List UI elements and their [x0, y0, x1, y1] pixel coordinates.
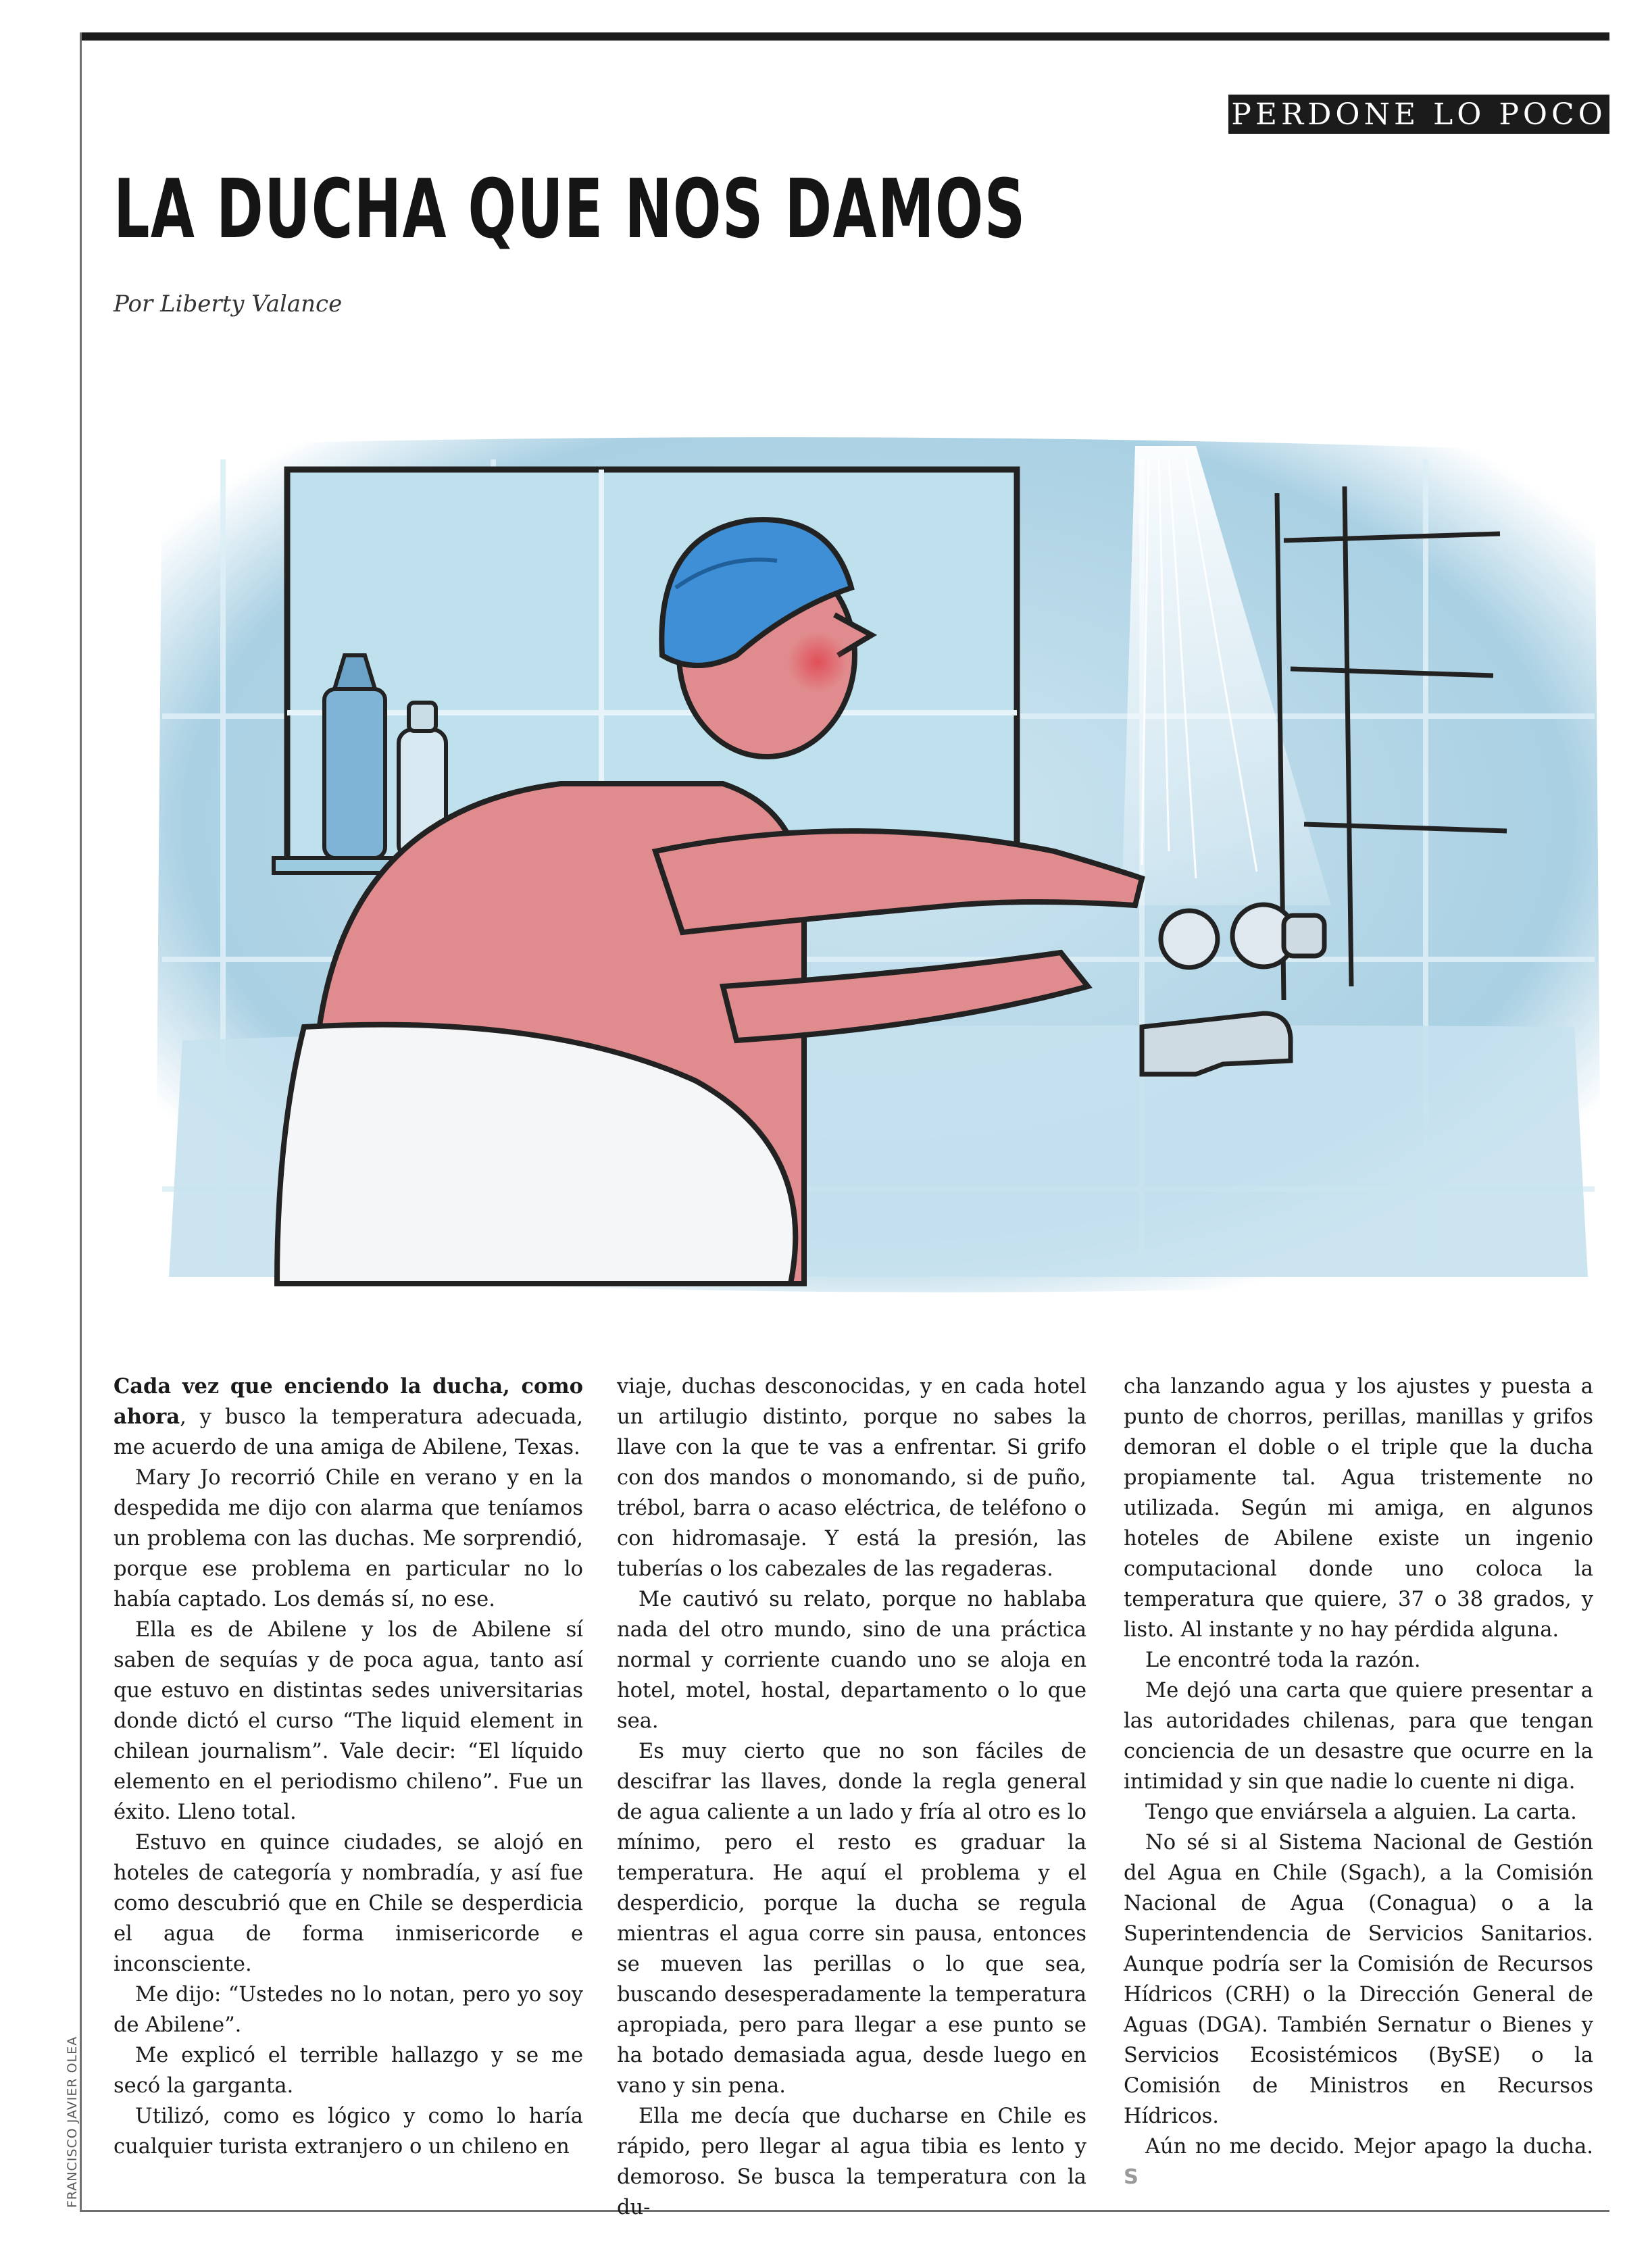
paragraph: Me cautivó su relato, porque no hablaba nada del otro mundo, sino de una práctica normal y corriente cuando uno se aloja en hotel, motel, hostal, departamento o lo que sea.	[617, 1588, 1086, 1733]
paragraph-continued: cha lanzando agua y los ajustes y puesta a punto de chorros, perillas, manillas y grifos demoran el doble o el triple que la ducha propiamente tal. Agua tristemente no utilizada. Según mi amiga, en algunos hoteles de Abilene existe un ingenio computacional donde uno coloca la temperatura que quiere, 37 o 38 grados, y listo. Al instante y no hay pérdida alguna.	[1124, 1375, 1593, 1642]
paragraph: Ella me decía que ducharse en Chile es rápido, pero llegar al agua tibia es lento y demoroso. Se busca la temperatura con la du-	[617, 2105, 1086, 2219]
paragraph: Mary Jo recorrió Chile en verano y en la despedida me dijo con alarma que teníamos un problema con las duchas. Me sorprendió, porque ese problema en particular no lo había captado. Los demás sí, no ese.	[114, 1466, 583, 1611]
headline: LA DUCHA QUE NOS DAMOS	[114, 163, 1026, 257]
paragraph-continued: viaje, duchas desconocidas, y en cada hotel un artilugio distinto, porque no sabes la llave con la que te vas a enfrentar. Si grifo con dos mandos o monomando, si de puño, trébol, barra o acaso eléctrica, de teléfono o con hidromasaje. Y está la presión, las tuberías o los cabezales de las regaderas.	[617, 1375, 1086, 1581]
closing-paragraph	[1124, 2132, 1593, 2192]
illustration-credit: FRANCISCO JAVIER OLEA	[65, 2036, 80, 2208]
byline: Por Liberty Valance	[114, 291, 343, 318]
paragraph: Me dijo: “Ustedes no lo notan, pero yo soy de Abilene”.	[114, 1983, 583, 2037]
lead-paragraph	[114, 1371, 583, 1463]
shower-illustration	[142, 432, 1625, 1358]
top-rule	[80, 32, 1609, 41]
left-margin-rule	[80, 32, 82, 2211]
lead-rest: , y busco la temperatura adecuada, me acuerdo de una amiga de Abilene, Texas.	[114, 1405, 583, 1459]
paragraph: Es muy cierto que no son fáciles de descifrar las llaves, donde la regla general de agua caliente a un lado y fría al otro es lo mínimo, pero el resto es graduar la temperatura. He aquí el problema y el desperdicio, porque la ducha se regula mientras el agua corre sin pausa, entonces se mueven las perillas o lo que sea, buscando desesperadamente la temperatura apropiada, pero para llegar a ese punto se ha botado demasiada agua, desde luego en vano y sin pena.	[617, 1740, 1086, 2098]
paragraph: Tengo que enviársela a alguien. La carta.	[1145, 1800, 1577, 1824]
end-mark: S	[1124, 2165, 1139, 2189]
paragraph: No sé si al Sistema Nacional de Gestión del Agua en Chile (Sgach), a la Comisión Nacional de Agua (Conagua) o a la Superintendencia de Servicios Sanitarios. Aunque podría ser la Comisión de Recursos Hídricos (CRH) o la Dirección General de Aguas (DGA). También Sernatur o Bienes y Servicios Ecosistémicos (BySE) o la Comisión de Ministros en Recursos Hídricos.	[1124, 1831, 1593, 2128]
article-column-3	[1124, 1371, 1593, 2202]
lead-bold: Cada vez que enciendo la ducha, como ahora	[114, 1374, 583, 1429]
paragraph: Le encontré toda la razón.	[1145, 1648, 1421, 1672]
paragraph: Utilizó, como es lógico y como lo haría cualquier turista extranjero o un chileno en	[114, 2105, 583, 2159]
article-column-2	[617, 1371, 1086, 2219]
closing-text: Aún no me decido. Mejor apago la ducha.	[1145, 2135, 1593, 2159]
paragraph: Ella es de Abilene y los de Abilene sí saben de sequías y de poca agua, tanto así que estuvo en distintas sedes universitarias donde dictó el curso “The liquid element in chilean journalism”. Vale decir: “El líquido elemento en el periodismo chileno”. Fue un éxito. Lleno total.	[114, 1618, 583, 1824]
section-tag: PERDONE LO POCO	[1228, 95, 1609, 134]
paragraph: Estuvo en quince ciudades, se alojó en hoteles de categoría y nombradía, y así fue como descubrió que en Chile se desperdicia el agua de forma inmisericorde e inconsciente.	[114, 1831, 583, 1976]
article-column-1	[114, 1371, 583, 2202]
paragraph: Me explicó el terrible hallazgo y se me secó la garganta.	[114, 2044, 583, 2098]
paragraph: Me dejó una carta que quiere presentar a las autoridades chilenas, para que tengan conciencia de un desastre que ocurre en la intimidad y sin que nadie lo cuente ni diga.	[1124, 1679, 1593, 1794]
